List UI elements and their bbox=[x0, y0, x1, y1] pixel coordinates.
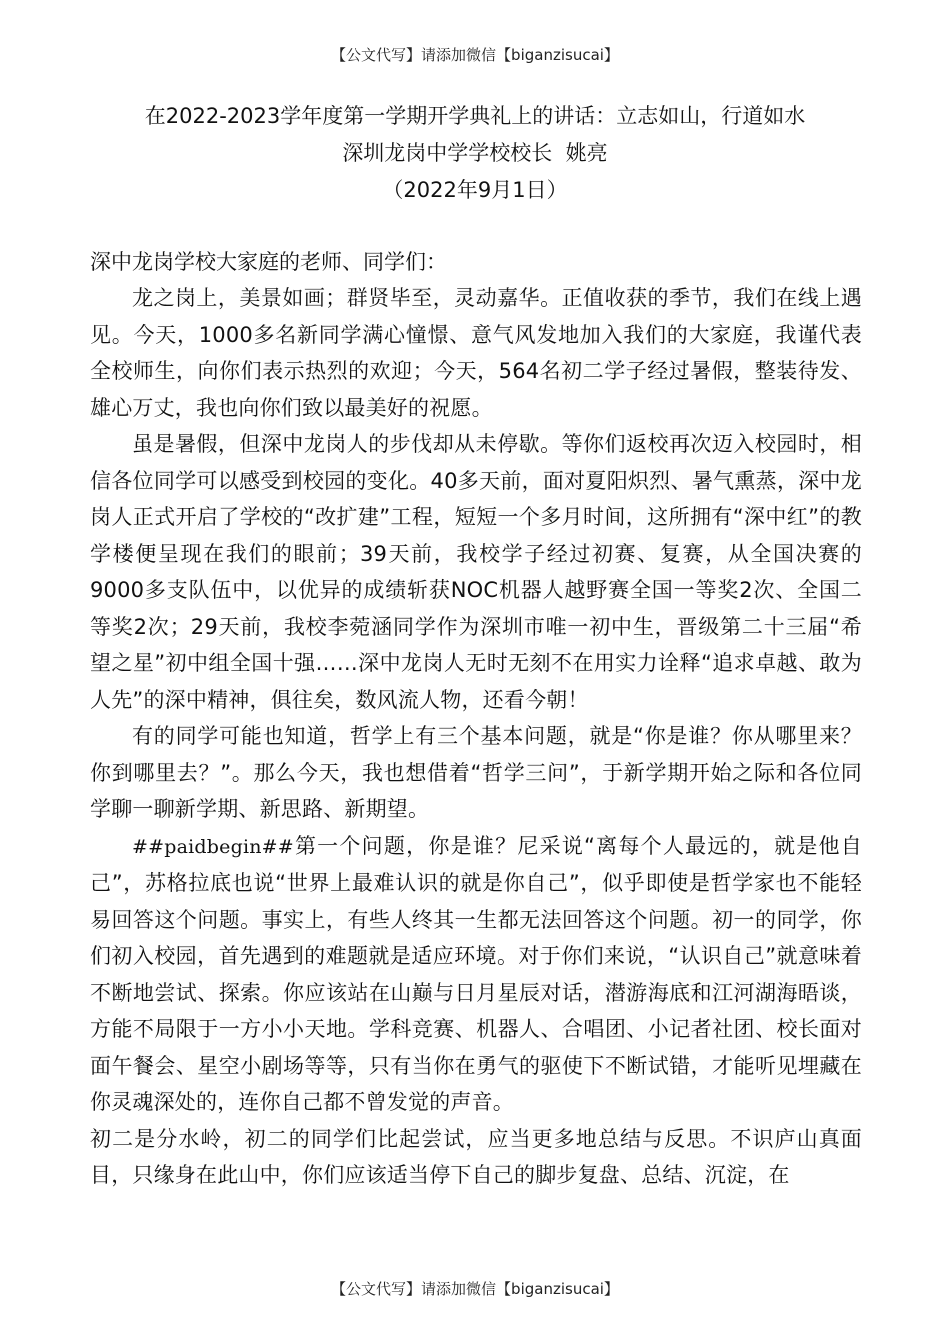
page-footer: 【公文代写】请添加微信【biganzisucai】 bbox=[331, 1280, 619, 1298]
paragraph-2: 虽是暑假，但深中龙岗人的步伐却从未停歇。等你们返校再次迈入校园时，相信各位同学可以感受到校园的变化。40多天前，面对夏阳炽烈、暑气熏蒸，深中龙岗人正式开启了学校的“改扩建”工程，短短一个多月时间，这所拥有“深中红”的教学楼便呈现在我们的眼前；39天前，我校学子经过初赛、复赛，从全国决赛的9000多支队伍中，以优异的成绩斩获NOC机器人越野赛全国一等奖2次、全国二等奖2次；29天前，我校李菀涵同学作为深圳市唯一初中生，晋级第二十三届“希望之星”初中组全国十强……深中龙岗人无时无刻不在用实力诠释“追求卓越、敢为人先”的深中精神，俱往矣，数风流人物，还看今朝！ bbox=[90, 432, 862, 712]
speech-title: 在2022-2023学年度第一学期开学典礼上的讲话：立志如山，行道如水 bbox=[144, 104, 806, 128]
paragraph-4-text: 第一个问题，你是谁？尼采说“离每个人最远的，就是他自己”，苏格拉底也说“世界上最难认识的就是你自己”，似乎即使是哲学家也不能轻易回答这个问题。事实上，有些人终其一生都无法回答这个问题。初一的同学，你们初入校园，首先遇到的难题就是适应环境。对于你们来说，“认识自己”就意味着不断地尝试、探索。你应该站在山巅与日月星辰对话，潜游海底和江河湖海晤谈，方能不局限于一方小小天地。学科竞赛、机器人、合唱团、小记者社团、校长面对面午餐会、星空小剧场等等，只有当你在勇气的驱使下不断试错，才能听见埋藏在你灵魂深处的，连你自己都不曾发觉的声音。 bbox=[90, 833, 862, 1114]
paragraph-1: 龙之岗上，美景如画；群贤毕至，灵动嘉华。正值收获的季节，我们在线上遇见。今天，1000多名新同学满心憧憬、意气风发地加入我们的大家庭，我谨代表全校师生，向你们表示热烈的欢迎；今天，564名初二学子经过暑假，整装待发、雄心万丈，我也向你们致以最美好的祝愿。 bbox=[90, 286, 862, 420]
speaker-line: 深圳龙岗中学学校校长 姚亮 bbox=[342, 141, 608, 165]
paragraph-3: 有的同学可能也知道，哲学上有三个基本问题，就是“你是谁？你从哪里来？你到哪里去？”。那么今天，我也想借着“哲学三问”，于新学期开始之际和各位同学聊一聊新学期、新思路、新期望。 bbox=[90, 724, 862, 821]
paragraph-5: 初二是分水岭，初二的同学们比起尝试，应当更多地总结与反思。不识庐山真面目，只缘身在此山中，你们应该适当停下自己的脚步复盘、总结、沉淀，在 bbox=[90, 1126, 862, 1187]
page-header: 【公文代写】请添加微信【biganzisucai】 bbox=[331, 46, 619, 64]
speech-date: （2022年9月1日） bbox=[382, 178, 568, 202]
paid-marker: ##paidbegin## bbox=[132, 835, 294, 858]
salutation: 深中龙岗学校大家庭的老师、同学们： bbox=[90, 250, 447, 274]
paragraph-4 bbox=[90, 828, 862, 1121]
speech-body bbox=[90, 244, 862, 1194]
title-block bbox=[0, 98, 950, 209]
